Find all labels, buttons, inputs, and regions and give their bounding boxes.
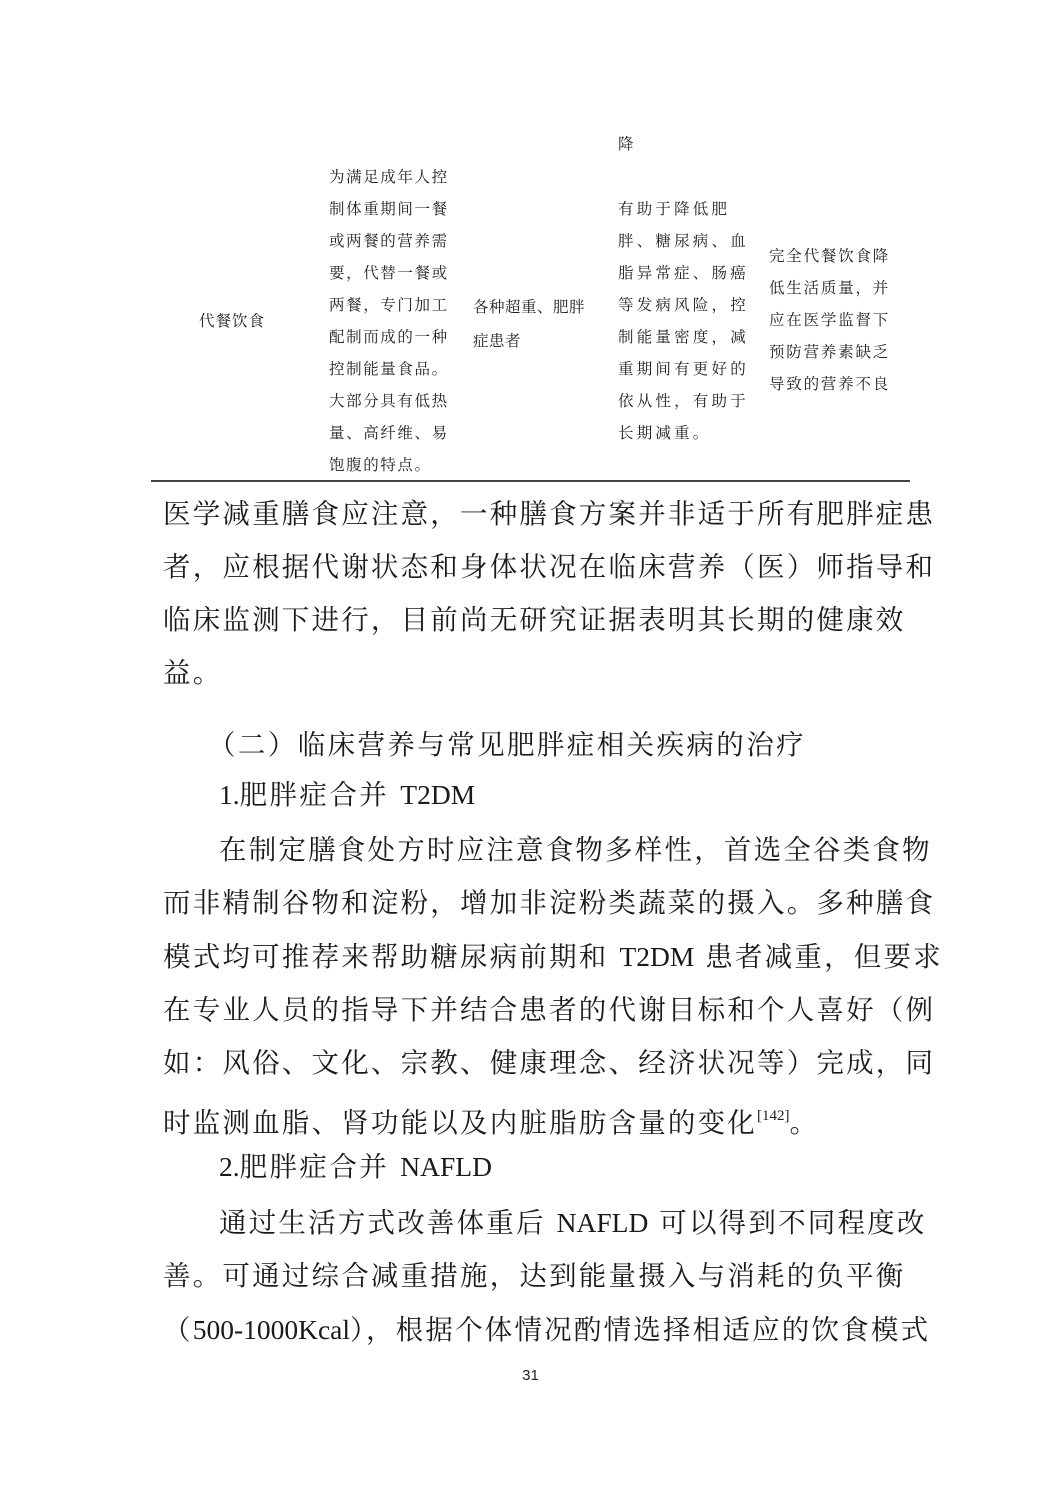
text-run: 可以得到不同程度改 [659,1207,927,1239]
heading-number: 2. [219,1151,240,1182]
text-run: 患者减重，但要求 [705,941,943,973]
table-cell-cautions [769,240,890,400]
heading-term: T2DM [400,779,476,810]
term: NAFLD [556,1207,649,1238]
table-cell-line: 要，代替一餐或 [329,264,449,282]
paragraph-t2dm [163,824,943,1150]
table-cell-line: 控制能量食品。 [329,360,449,378]
subsection-heading-nafld [219,1144,492,1184]
table-cell-line: 胖、糖尿病、血 [618,232,749,250]
table-cell-line: 各种超重、肥胖 [473,298,586,316]
text-run: 时监测血脂、肾功能以及内脏脂肪含量的变化 [163,1107,757,1139]
table-cell-line: 制能量密度，减 [618,328,749,346]
table-cell-line: 脂异常症、肠癌 [618,264,749,282]
table-cell-benefits [618,193,749,449]
table-cell-benefit-carryover: 降 [618,135,634,153]
paragraph-line: 者，应根据代谢状态和身体状况在临床营养（医）师指导和 [163,551,936,583]
paragraph-line [163,1303,931,1357]
heading-number: 1. [219,779,240,810]
table-cell-diet-name: 代餐饮食 [199,312,266,330]
paragraph-line: 如：风俗、文化、宗教、健康理念、经济状况等）完成，同 [163,1047,936,1079]
table-cell-line: 有助于降低肥 [618,200,731,218]
table-cell-line: 配制而成的一种 [329,328,449,346]
heading-text: 肥胖症合并 [239,1151,390,1183]
paragraph-line: 而非精制谷物和淀粉，增加非淀粉类蔬菜的摄入。多种膳食 [163,887,936,919]
diet-comparison-table-fragment [151,0,910,482]
table-cell-line: 或两餐的营养需 [329,232,449,250]
table-cell-line: 依从性，有助于 [618,392,749,410]
paragraph-line: 医学减重膳食应注意，一种膳食方案并非适于所有肥胖症患 [163,498,936,530]
paragraph-nafld [163,1196,931,1357]
table-cell-line: 完全代餐饮食降 [769,247,891,265]
table-cell-line: 大部分具有低热 [329,392,449,410]
page-number: 31 [522,1367,539,1384]
heading-text: 肥胖症合并 [239,779,390,811]
term: 500-1000Kcal [192,1314,351,1345]
table-cell-line: 两餐，专门加工 [329,296,449,314]
table-cell-line: 重期间有更好的 [618,360,749,378]
table-cell-line: 等发病风险，控 [618,296,749,314]
subsection-heading-t2dm [219,772,475,812]
table-cell-line: 为满足成年人控 [329,168,449,186]
paragraph-diet-caution [163,488,936,700]
table-cell-line: 制体重期间一餐 [329,200,449,218]
paragraph-line: 临床监测下进行，目前尚无研究证据表明其长期的健康效 [163,604,906,636]
table-cell-line: 低生活质量，并 [769,279,891,297]
text-run: 模式均可推荐来帮助糖尿病前期和 [163,941,609,973]
paragraph-line: 益。 [163,657,223,689]
table-cell-line: 预防营养素缺乏 [769,343,891,361]
table-cell-line: 导致的营养不良 [769,375,891,393]
table-cell-line: 量、高纤维、易 [329,424,449,442]
text-run: 通过生活方式改善体重后 [219,1207,546,1239]
text-run: ），根据个体情况酌情选择相适应的饮食模式 [350,1314,931,1346]
table-cell-line: 饱腹的特点。 [329,456,432,474]
table-cell-description [329,161,449,481]
paragraph-line [163,1196,927,1250]
table-cell-target-population [473,290,585,358]
citation-reference: [142] [757,1108,790,1124]
text-run: 。 [789,1107,820,1139]
paragraph-line: 在专业人员的指导下并结合患者的代谢目标和个人喜好（例 [163,994,936,1026]
table-cell-line: 应在医学监督下 [769,311,891,329]
paragraph-line: 善。可通过综合减重措施，达到能量摄入与消耗的负平衡 [163,1260,906,1292]
paragraph-line: 在制定膳食处方时应注意食物多样性，首选全谷类食物 [219,834,932,866]
term: T2DM [619,941,695,972]
table-cell-line: 症患者 [473,332,522,350]
heading-term: NAFLD [400,1151,492,1182]
paragraph-line [163,1090,903,1150]
table-cell-line: 长期减重。 [618,424,712,442]
paragraph-line [163,930,943,984]
section-heading: （二）临床营养与常见肥胖症相关疾病的治疗 [208,729,806,761]
text-run: （ [163,1314,193,1346]
